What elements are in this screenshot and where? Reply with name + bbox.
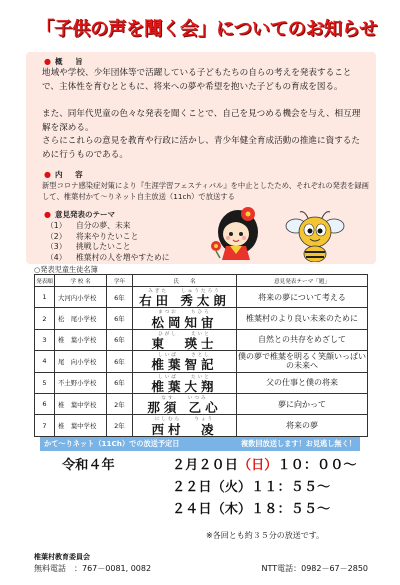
theme-cell: 将来の夢 xyxy=(237,415,368,436)
name-cell xyxy=(133,393,237,414)
school-cell: 椎 葉中学校 xyxy=(55,415,107,436)
schedule-date: ２４日 xyxy=(172,502,212,517)
bullet-icon: ● xyxy=(44,170,51,179)
theme-cell: 椎葉村のより良い未来のために xyxy=(237,308,368,329)
table-row xyxy=(35,415,368,436)
grade-cell: 6年 xyxy=(107,329,133,350)
content-note: 新型コロナ感染症対策により『生涯学習フェスティバル』を中止としたため、それぞれの発表を録画して、椎葉村かて～りネット自主放送（11ch）で放送する xyxy=(42,181,369,201)
schedule-time: １０：００～ xyxy=(277,458,357,473)
name-reading: なす いつみ xyxy=(161,395,208,401)
ntt-phone-number: NTT電話：0982－67－2850 xyxy=(261,564,368,573)
student-name: 那須 乙心 xyxy=(147,400,222,416)
student-name: 右田 秀太朗 xyxy=(139,293,230,309)
girl-mascot-illustration xyxy=(208,206,264,260)
student-name: 椎葉大翔 xyxy=(151,378,218,394)
name-cell xyxy=(133,329,237,350)
theme-cell: 僕の夢で椎葉を明るく笑顔いっぱいの未来へ xyxy=(238,352,366,371)
name-reading: にしむら りょう xyxy=(154,417,215,423)
content-heading: ● 内 容 xyxy=(44,170,88,179)
schedule-day: （火） xyxy=(211,480,252,495)
name-cell xyxy=(133,351,237,372)
school-cell: 松 尾小学校 xyxy=(55,308,107,329)
bullet-icon: ● xyxy=(44,210,51,219)
column-header: 学 校 名 xyxy=(55,275,107,287)
student-name: 西村 凌 xyxy=(151,421,218,437)
theme-item: （2） 将来やりたいこと xyxy=(46,231,139,241)
student-name: 松岡知宙 xyxy=(151,314,218,330)
schedule-time: １８：５５～ xyxy=(251,502,331,517)
theme-item: （1） 自分の夢、未来 xyxy=(46,221,131,230)
student-name: 東 瑛士 xyxy=(151,335,218,351)
organization-name: 椎葉村教育委員会 xyxy=(34,553,90,561)
schedule-era xyxy=(62,477,172,499)
order-cell: 4 xyxy=(35,351,55,372)
grade-cell: 6年 xyxy=(107,287,133,308)
student-name: 椎葉智記 xyxy=(151,357,218,373)
roster-caption: ○発表児童生徒名簿 xyxy=(34,265,98,274)
overview-heading: ● 概 旨 xyxy=(44,57,88,66)
schedule-row xyxy=(62,499,372,521)
school-cell: 不土野小学校 xyxy=(55,372,107,393)
presenter-roster-table xyxy=(34,274,368,437)
schedule-row xyxy=(62,477,372,499)
name-reading: ひがし えいと xyxy=(158,331,211,337)
column-header: 氏 名 xyxy=(133,275,237,287)
order-cell: 3 xyxy=(35,329,55,350)
theme-item: （4） 椎葉村の人を増やすために xyxy=(46,252,170,262)
school-cell: 尾 向小学校 xyxy=(55,351,107,372)
table-row xyxy=(35,351,368,372)
table-row xyxy=(35,329,368,350)
grade-cell: 6年 xyxy=(107,372,133,393)
order-cell: 7 xyxy=(35,415,55,436)
column-header: 発表順 xyxy=(35,275,55,287)
name-cell xyxy=(133,308,237,329)
name-reading: しいば たいと xyxy=(158,374,211,380)
column-header: 意見発表テーマ「題」 xyxy=(237,275,368,287)
schedule-era xyxy=(62,499,172,521)
order-cell: 6 xyxy=(35,393,55,414)
schedule-date: ２月２０日 xyxy=(172,458,238,473)
grade-cell: 6年 xyxy=(107,308,133,329)
theme-cell: 夢に向かって xyxy=(237,393,368,414)
name-cell xyxy=(133,287,237,308)
name-reading: みぎた しゅうたろう xyxy=(148,289,221,294)
overview-paragraph-3: さらにこれらの意見を教育や行政に活かし、青少年健全育成活動の推進に資するために行うものである。 xyxy=(42,136,360,160)
order-cell: 2 xyxy=(35,308,55,329)
name-cell xyxy=(133,415,237,436)
schedule-era: 令和４年 xyxy=(62,458,115,473)
themes-heading: ● 意見発表のテーマ xyxy=(44,210,115,219)
rebroadcast-notice: 複数回放送します！お見逃し無く！ xyxy=(240,439,356,448)
grade-cell: 6年 xyxy=(107,351,133,372)
name-reading: しいば さとし xyxy=(158,353,211,359)
grade-cell: 2年 xyxy=(107,393,133,414)
school-cell: 椎 葉中学校 xyxy=(55,393,107,414)
grade-cell: 2年 xyxy=(107,415,133,436)
bullet-icon: ● xyxy=(44,57,51,66)
theme-cell: 将来の夢について考える xyxy=(237,287,368,308)
table-row xyxy=(35,393,368,414)
theme-cell: 自然との共存をめざして xyxy=(237,329,368,350)
order-cell: 5 xyxy=(35,372,55,393)
broadcast-label: かて～りネット（11Ch）での放送予定日 xyxy=(44,439,180,448)
bee-mascot-illustration xyxy=(284,208,346,262)
table-row xyxy=(35,372,368,393)
theme-cell: 父の仕事と僕の将来 xyxy=(237,372,368,393)
broadcast-banner xyxy=(40,437,360,451)
schedule-day: （木） xyxy=(211,502,252,517)
school-cell: 椎 葉小学校 xyxy=(55,329,107,350)
column-header: 学年 xyxy=(107,275,133,287)
school-cell: 大河内小学校 xyxy=(55,287,107,308)
schedule-row xyxy=(62,455,372,477)
contact-info xyxy=(34,563,368,574)
name-reading: まつお ちひろ xyxy=(158,310,211,316)
schedule-day: （日） xyxy=(237,458,278,473)
overview-paragraph-1: 地域や学校、少年団体等で活躍している子どもたちの自らの考えを発表することで、主体性を育むとともに、将来への夢や希望を抱いた子どもの育成を図る。 xyxy=(42,68,352,92)
overview-paragraph-2: また、同年代児童の色々な発表を聞くことで、自己を見つめる機会を与え、相互理解を深める。 xyxy=(42,109,361,133)
schedule-date: ２２日 xyxy=(172,480,212,495)
theme-item: （3） 挑戦したいこと xyxy=(46,242,131,252)
themes-list xyxy=(46,221,170,263)
page-title: 「子供の声を聞く会」についてのお知らせ xyxy=(36,19,378,40)
order-cell: 1 xyxy=(35,287,55,308)
name-cell xyxy=(133,372,237,393)
broadcast-duration-note: ※各回とも約３５分の放送です。 xyxy=(206,531,325,540)
table-row xyxy=(35,287,368,308)
table-header-row xyxy=(35,275,368,287)
broadcast-schedule xyxy=(62,455,372,521)
table-row xyxy=(35,308,368,329)
schedule-time: １１：５５～ xyxy=(251,480,331,495)
free-phone-number: 無料電話 ：767－0081, 0082 xyxy=(34,564,152,573)
